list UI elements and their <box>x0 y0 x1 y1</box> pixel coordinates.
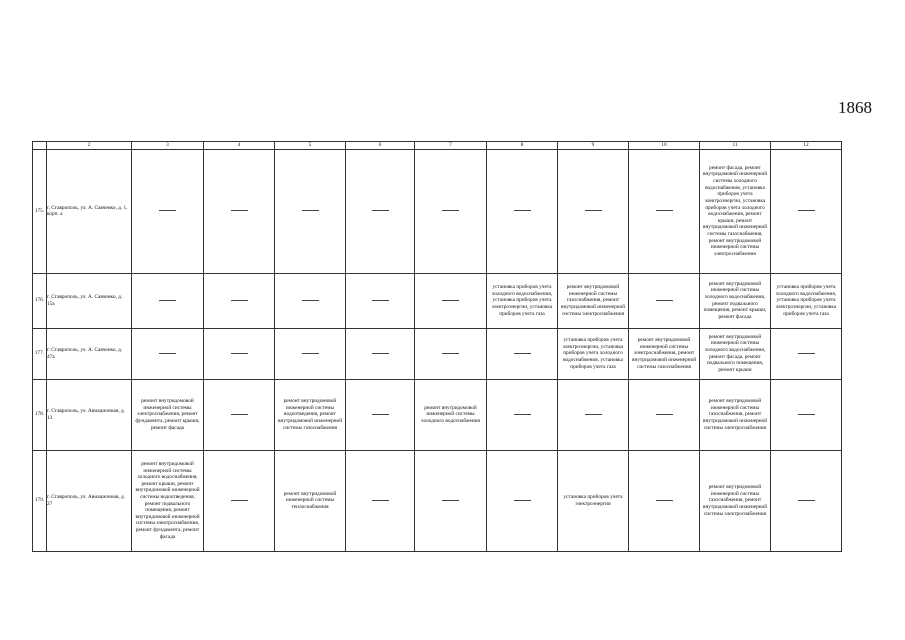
dash-mark <box>514 500 531 501</box>
work-cell: ремонт внутридомовой инженерной системы холодного водоснабжения, ремонт фасада, ремонт подвального помещения, ремонт крыши <box>700 328 771 379</box>
dash-mark <box>372 300 389 301</box>
dash-mark <box>442 300 459 301</box>
work-cell: ремонт внутридомовой инженерной системы холодного водоснабжения, ремонт крыши, ремонт внутридомовой инженерной системы водоотведения, ремонт подвального помещения, ремонт внутридомовой инженерной системы электроснабжения, ремонт фундамента, ремонт фасада <box>132 450 204 551</box>
work-cell: ремонт фасада, ремонт внутридомовой инженерной системы холодного водоснабжения, установка приборов учета электроэнергии, установка приборов учета холодного водоснабжения, ремонт крыши, ремонт внутридомовой инженерной системы газоснабжения, ремонт внутридомовой инженерной системы электроснабжения <box>700 149 771 273</box>
empty-dash-cell <box>629 149 700 273</box>
empty-dash-cell <box>132 273 204 328</box>
table-row <box>33 328 842 379</box>
empty-dash-cell <box>346 450 415 551</box>
work-cell: установка приборов учета холодного водоснабжения, установка приборов учета электроэнергии, установка приборов учета газа <box>771 273 842 328</box>
empty-dash-cell <box>558 379 629 450</box>
empty-dash-cell <box>629 450 700 551</box>
empty-dash-cell <box>415 273 487 328</box>
dash-mark <box>798 210 815 211</box>
empty-dash-cell <box>487 149 558 273</box>
empty-dash-cell <box>629 273 700 328</box>
dash-mark <box>442 500 459 501</box>
dash-mark <box>231 353 248 354</box>
empty-dash-cell <box>132 149 204 273</box>
dash-mark <box>656 500 673 501</box>
header-cell: 2 <box>47 142 132 150</box>
header-cell: 3 <box>132 142 204 150</box>
dash-mark <box>798 500 815 501</box>
empty-dash-cell <box>558 149 629 273</box>
empty-dash-cell <box>487 450 558 551</box>
empty-dash-cell <box>204 379 275 450</box>
header-cell: 6 <box>346 142 415 150</box>
empty-dash-cell <box>629 379 700 450</box>
row-number: 178. <box>33 379 47 450</box>
header-cell: 7 <box>415 142 487 150</box>
empty-dash-cell <box>346 273 415 328</box>
dash-mark <box>514 414 531 415</box>
work-cell: ремонт внутридомовой инженерной системы газоснабжения, ремонт внутридомовой инженерной системы электроснабжения <box>700 379 771 450</box>
empty-dash-cell <box>487 328 558 379</box>
empty-dash-cell <box>346 149 415 273</box>
empty-dash-cell <box>204 450 275 551</box>
header-cell-blank <box>33 142 47 150</box>
header-cell: 11 <box>700 142 771 150</box>
work-cell: установка приборов учета холодного водоснабжения, установка приборов учета электроэнергии, установка приборов учета газа <box>487 273 558 328</box>
dash-mark <box>585 414 602 415</box>
dash-mark <box>231 210 248 211</box>
empty-dash-cell <box>771 379 842 450</box>
header-cell: 10 <box>629 142 700 150</box>
work-cell: ремонт внутридомовой инженерной системы теплоснабжения <box>275 450 346 551</box>
empty-dash-cell <box>275 273 346 328</box>
dash-mark <box>372 210 389 211</box>
work-cell: ремонт внутридомовой инженерной системы газоснабжения, ремонт внутридомовой инженерной системы электроснабжения <box>700 450 771 551</box>
empty-dash-cell <box>415 149 487 273</box>
address-cell: г. Ставрополь, ул. А. Савченко, д. 47а <box>47 328 132 379</box>
dash-mark <box>302 300 319 301</box>
empty-dash-cell <box>204 328 275 379</box>
dash-mark <box>372 500 389 501</box>
dash-mark <box>514 210 531 211</box>
work-cell: ремонт внутридомовой инженерной системы электроснабжения, ремонт внутридомовой инженерной системы газоснабжения <box>629 328 700 379</box>
address-cell: г. Ставрополь, ул. Авиационная, д. 27 <box>47 450 132 551</box>
dash-mark <box>159 300 176 301</box>
dash-mark <box>231 500 248 501</box>
dash-mark <box>302 353 319 354</box>
empty-dash-cell <box>204 149 275 273</box>
dash-mark <box>656 300 673 301</box>
empty-dash-cell <box>771 328 842 379</box>
dash-mark <box>656 414 673 415</box>
dash-mark <box>231 300 248 301</box>
work-cell: ремонт внутридомовой инженерной системы газоснабжения, ремонт внутридомовой инженерной системы электроснабжения <box>558 273 629 328</box>
row-number: 175. <box>33 149 47 273</box>
work-cell: ремонт внутридомовой инженерной системы водоотведения, ремонт внутридомовой инженерной системы газоснабжения <box>275 379 346 450</box>
address-cell: г. Ставрополь, ул. А. Савченко, д. 15а <box>47 273 132 328</box>
header-cell: 5 <box>275 142 346 150</box>
header-cell: 12 <box>771 142 842 150</box>
header-cell: 4 <box>204 142 275 150</box>
empty-dash-cell <box>771 149 842 273</box>
dash-mark <box>585 210 602 211</box>
empty-dash-cell <box>346 328 415 379</box>
work-cell: ремонт внутридомовой инженерной системы холодного водоснабжения, ремонт подвального помещения, ремонт крыши, ремонт фасада <box>700 273 771 328</box>
dash-mark <box>442 353 459 354</box>
header-row <box>33 142 842 150</box>
dash-mark <box>231 414 248 415</box>
works-table <box>32 141 842 552</box>
address-cell: г. Ставрополь, ул. Авиационная, д. 13 <box>47 379 132 450</box>
dash-mark <box>159 210 176 211</box>
empty-dash-cell <box>346 379 415 450</box>
work-cell: установка приборов учета электроэнергии <box>558 450 629 551</box>
table-row <box>33 379 842 450</box>
empty-dash-cell <box>132 328 204 379</box>
empty-dash-cell <box>275 149 346 273</box>
empty-dash-cell <box>204 273 275 328</box>
header-cell: 8 <box>487 142 558 150</box>
empty-dash-cell <box>771 450 842 551</box>
dash-mark <box>372 414 389 415</box>
dash-mark <box>656 210 673 211</box>
work-cell: ремонт внутридомовой инженерной системы холодного водоснабжения <box>415 379 487 450</box>
header-cell: 9 <box>558 142 629 150</box>
row-number: 179. <box>33 450 47 551</box>
row-number: 177. <box>33 328 47 379</box>
row-number: 176. <box>33 273 47 328</box>
work-cell: ремонт внутридомовой инженерной системы электроснабжения, ремонт фундамента, ремонт крыши, ремонт фасада <box>132 379 204 450</box>
dash-mark <box>302 210 319 211</box>
empty-dash-cell <box>415 328 487 379</box>
empty-dash-cell <box>415 450 487 551</box>
table-row <box>33 450 842 551</box>
work-cell: установка приборов учета электроэнергии, установка приборов учета холодного водоснабжения, установка приборов учета газа <box>558 328 629 379</box>
page-number: 1868 <box>838 98 872 117</box>
table-row <box>33 273 842 328</box>
dash-mark <box>514 353 531 354</box>
dash-mark <box>442 210 459 211</box>
dash-mark <box>798 414 815 415</box>
table-row <box>33 149 842 273</box>
address-cell: г. Ставрополь, ул. А. Савченко, д. 1, корп. а <box>47 149 132 273</box>
dash-mark <box>798 353 815 354</box>
dash-mark <box>159 353 176 354</box>
empty-dash-cell <box>487 379 558 450</box>
empty-dash-cell <box>275 328 346 379</box>
dash-mark <box>372 353 389 354</box>
